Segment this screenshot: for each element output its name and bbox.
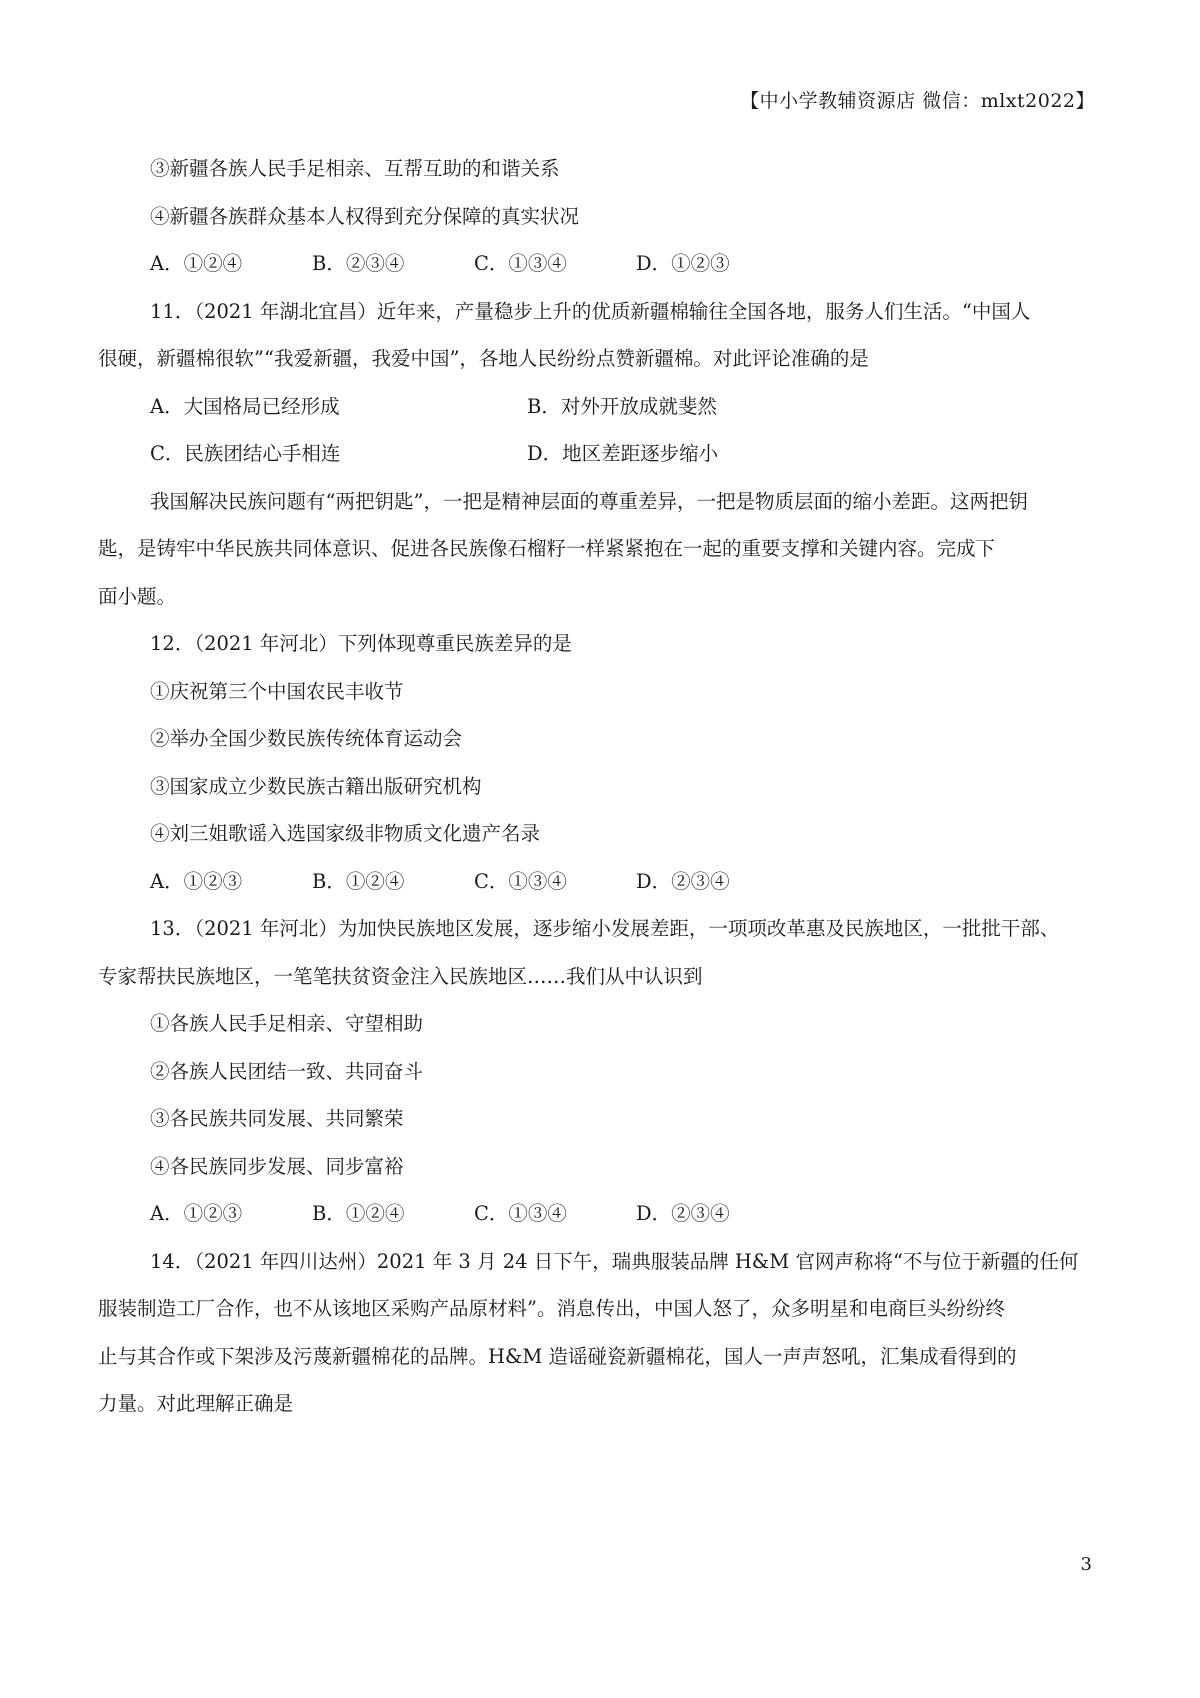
- q14-stem-line3: 止与其合作或下架涉及污蔑新疆棉花的品牌。H&M 造谣碰瓷新疆棉花，国人一声声怒吼，汇集成看得到的: [98, 1344, 1017, 1368]
- q10-item-3: ③新疆各族人民手足相亲、互帮互助的和谐关系: [150, 157, 560, 180]
- q12-option-c: C．①③④: [474, 869, 567, 893]
- q11-options-row2: [150, 430, 1080, 478]
- q10-option-d: D．①②③: [636, 252, 730, 275]
- q13-item-3: ③各民族共同发展、共同繁荣: [150, 1107, 404, 1130]
- q12-stem: 12．（2021 年河北）下列体现尊重民族差异的是: [150, 632, 572, 655]
- q12-option-d: D．②③④: [636, 869, 730, 893]
- q11-options-row1: [150, 383, 1080, 431]
- page-number: 3: [1080, 1554, 1092, 1575]
- q11-stem-line1: 11．（2021 年湖北宜昌）近年来，产量稳步上升的优质新疆棉输往全国各地，服务人们生活。“中国人: [150, 299, 1031, 323]
- q10-option-b: B．②③④: [312, 252, 405, 275]
- q12-options: [150, 858, 1080, 906]
- q11-stem-line2: 很硬，新疆棉很软”“我爱新疆，我爱中国”，各地人民纷纷点赞新疆棉。对此评论准确的是: [98, 347, 869, 370]
- q13-option-d: D．②③④: [636, 1202, 730, 1225]
- q13-stem-line1: 13．（2021 年河北）为加快民族地区发展，逐步缩小发展差距，一项项改革惠及民族地区，一批批干部、: [150, 917, 1060, 940]
- page-content: [98, 145, 1080, 1428]
- q13-options: [150, 1190, 1080, 1238]
- q11-option-b: B．对外开放成就斐然: [527, 394, 717, 418]
- page-header: 【中小学教辅资源店 微信：mlxt2022】: [740, 90, 1095, 112]
- q13-option-b: B．①②④: [312, 1202, 405, 1225]
- q12-item-3: ③国家成立少数民族古籍出版研究机构: [150, 774, 482, 798]
- q13-item-1: ①各族人民手足相亲、守望相助: [150, 1012, 424, 1035]
- q10-options: [150, 240, 1080, 288]
- q14-stem-line1: 14．（2021 年四川达州）2021 年 3 月 24 日下午，瑞典服装品牌 H&M 官网声称将“不与位于新疆的任何: [150, 1249, 1079, 1273]
- q12-option-b: B．①②④: [312, 869, 405, 893]
- q13-option-a: A．①②③: [150, 1202, 243, 1225]
- intro-line2: 匙，是铸牢中华民族共同体意识、促进各民族像石榴籽一样紧紧抱在一起的重要支撑和关键内容。完成下: [98, 537, 996, 560]
- intro-line3: 面小题。: [98, 584, 177, 608]
- q10-option-a: A．①②④: [150, 252, 243, 275]
- intro-line1: 我国解决民族问题有“两把钥匙”，一把是精神层面的尊重差异，一把是物质层面的缩小差距。这两把钥: [150, 489, 1028, 513]
- q11-option-a: A．大国格局已经形成: [150, 394, 340, 418]
- q14-stem-line4: 力量。对此理解正确是: [98, 1392, 294, 1415]
- q12-item-4: ④刘三姐歌谣入选国家级非物质文化遗产名录: [150, 822, 541, 845]
- q13-stem-line2: 专家帮扶民族地区，一笔笔扶贫资金注入民族地区……我们从中认识到: [98, 964, 703, 988]
- q13-item-4: ④各民族同步发展、同步富裕: [150, 1154, 404, 1178]
- q12-option-a: A．①②③: [150, 869, 243, 893]
- q13-item-2: ②各族人民团结一致、共同奋斗: [150, 1059, 424, 1083]
- q10-option-c: C．①③④: [474, 252, 567, 275]
- q12-item-2: ②举办全国少数民族传统体育运动会: [150, 727, 463, 750]
- q12-item-1: ①庆祝第三个中国农民丰收节: [150, 679, 404, 703]
- q10-item-4: ④新疆各族群众基本人权得到充分保障的真实状况: [150, 204, 580, 228]
- q11-option-c: C．民族团结心手相连: [150, 442, 341, 465]
- q11-option-d: D．地区差距逐步缩小: [527, 442, 719, 465]
- q14-stem-line2: 服装制造工厂合作，也不从该地区采购产品原材料”。消息传出，中国人怒了，众多明星和电商巨头纷纷终: [98, 1297, 1005, 1320]
- q13-option-c: C．①③④: [474, 1202, 567, 1225]
